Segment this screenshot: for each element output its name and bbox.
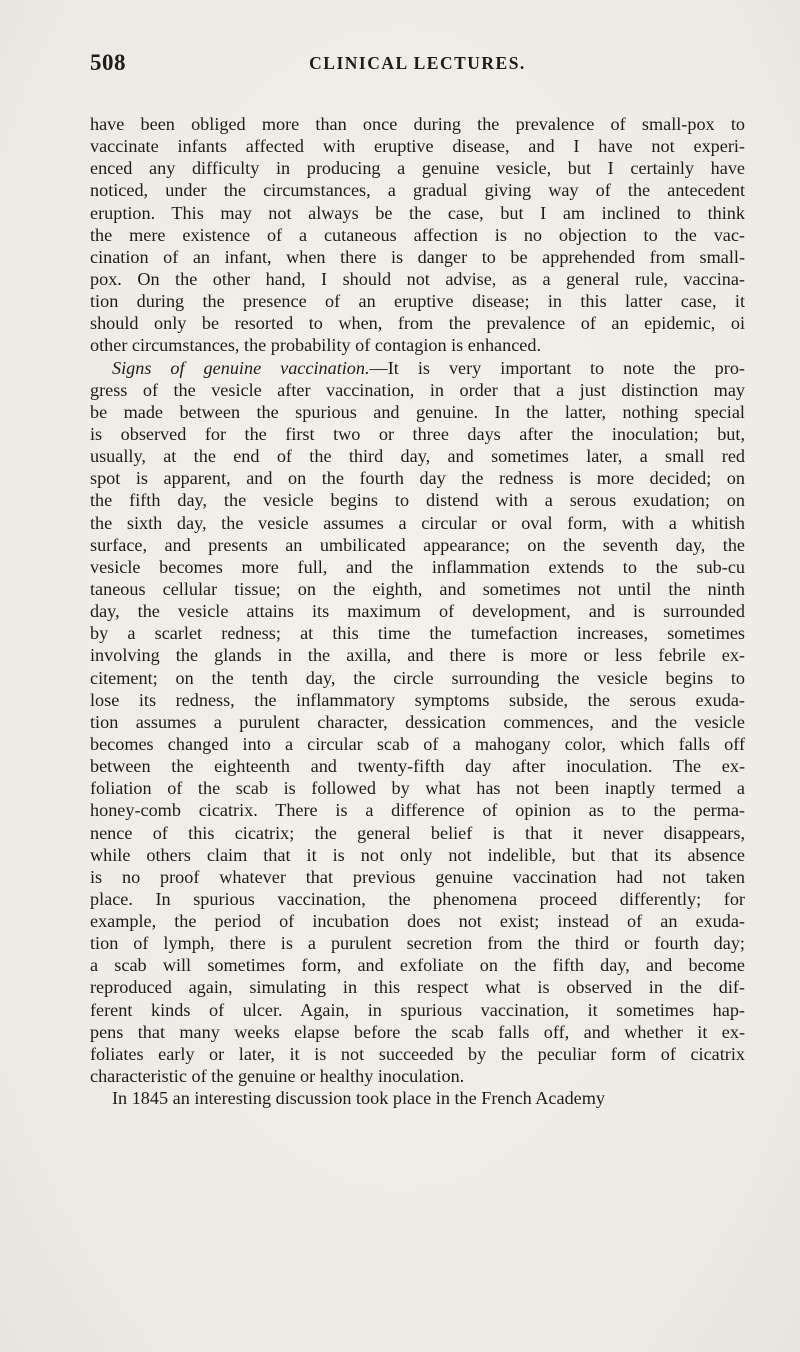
text-line: be made between the spurious and genuine. In the latter, nothing special — [90, 401, 745, 422]
section-first-line-text: —It is very important to note the pro- — [369, 357, 745, 378]
text-line: by a scarlet redness; at this time the tumefaction increases, sometimes — [90, 623, 745, 644]
text-line: cination of an infant, when there is danger to be apprehended from small- — [90, 246, 745, 267]
text-line: gress of the vesicle after vaccination, in order that a just distinction may — [90, 379, 745, 400]
text-line: a scab will sometimes form, and exfoliate on the fifth day, and become — [90, 955, 745, 976]
text-line: characteristic of the genuine or healthy inoculation. — [90, 1066, 465, 1087]
text-line: lose its redness, the inflammatory symptoms subside, the serous exuda- — [90, 689, 745, 710]
text-line: tion during the presence of an eruptive disease; in this latter case, it — [90, 291, 745, 312]
text-line: spot is apparent, and on the fourth day the redness is more decided; on — [90, 468, 745, 489]
text-line: vesicle becomes more full, and the inflammation extends to the sub-cu — [90, 556, 745, 577]
text-line: pox. On the other hand, I should not advise, as a general rule, vaccina- — [90, 268, 745, 289]
text-line: usually, at the end of the third day, and sometimes later, a small red — [90, 446, 745, 467]
text-line: foliation of the scab is followed by what has not been inaptly termed a — [90, 778, 745, 799]
text-line: pens that many weeks elapse before the scab falls off, and whether it ex- — [90, 1021, 745, 1042]
section-heading: Signs of genuine vaccination. — [112, 357, 370, 378]
section-first-line — [90, 357, 745, 379]
text-line: other circumstances, the probability of contagion is enhanced. — [90, 335, 542, 356]
text-line: vaccinate infants affected with eruptive disease, and I have not experi- — [90, 136, 745, 157]
text-line: becomes changed into a circular scab of a mahogany color, which falls off — [90, 733, 745, 754]
text-line: is no proof whatever that previous genuine vaccination had not taken — [90, 866, 745, 887]
text-line: tion assumes a purulent character, dessication commences, and the vesicle — [90, 711, 745, 732]
text-line: example, the period of incubation does not exist; instead of an exuda- — [90, 911, 745, 932]
text-line: citement; on the tenth day, the circle surrounding the vesicle begins to — [90, 667, 745, 688]
text-line: taneous cellular tissue; on the eighth, and sometimes not until the ninth — [90, 578, 745, 599]
text-line: eruption. This may not always be the case, but I am inclined to think — [90, 202, 745, 223]
text-line: between the eighteenth and twenty-fifth day after inoculation. The ex- — [90, 756, 745, 777]
text-line: nence of this cicatrix; the general belief is that it never disappears, — [90, 822, 745, 843]
text-line: place. In spurious vaccination, the phenomena proceed differently; for — [90, 888, 745, 909]
page-number: 508 — [90, 50, 126, 75]
text-line: ferent kinds of ulcer. Again, in spurious vaccination, it sometimes hap- — [90, 999, 745, 1020]
text-line: the sixth day, the vesicle assumes a circular or oval form, with a whitish — [90, 512, 745, 533]
text-line: enced any difficulty in producing a genuine vesicle, but I certainly have — [90, 158, 745, 179]
text-line: surface, and presents an umbilicated appearance; on the seventh day, the — [90, 534, 745, 555]
page-header — [90, 50, 745, 80]
text-line: while others claim that it is not only not indelible, but that its absence — [90, 844, 745, 865]
text-line: honey-comb cicatrix. There is a difference of opinion as to the perma- — [90, 800, 745, 821]
text-line: noticed, under the circumstances, a gradual giving way of the antecedent — [90, 180, 745, 201]
text-line: the mere existence of a cutaneous affection is no objection to the vac- — [90, 224, 745, 245]
text-line: have been obliged more than once during the prevalence of small-pox to — [90, 114, 745, 134]
text-line: is observed for the first two or three days after the inoculation; but, — [90, 423, 745, 444]
body-text — [90, 113, 745, 1109]
running-head: CLINICAL LECTURES. — [309, 53, 526, 73]
text-line: the fifth day, the vesicle begins to distend with a serous exudation; on — [90, 490, 745, 511]
paragraph-first-line: In 1845 an interesting discussion took place in the French Academy — [112, 1088, 605, 1109]
text-line: foliates early or later, it is not succeeded by the peculiar form of cicatrix — [90, 1043, 745, 1064]
text-line: reproduced again, simulating in this respect what is observed in the dif- — [90, 977, 745, 998]
text-line: involving the glands in the axilla, and there is more or less febrile ex- — [90, 645, 745, 666]
text-line: day, the vesicle attains its maximum of development, and is surrounded — [90, 601, 745, 622]
text-line: tion of lymph, there is a purulent secretion from the third or fourth day; — [90, 933, 745, 954]
text-line: should only be resorted to when, from the prevalence of an epidemic, oi — [90, 313, 745, 334]
